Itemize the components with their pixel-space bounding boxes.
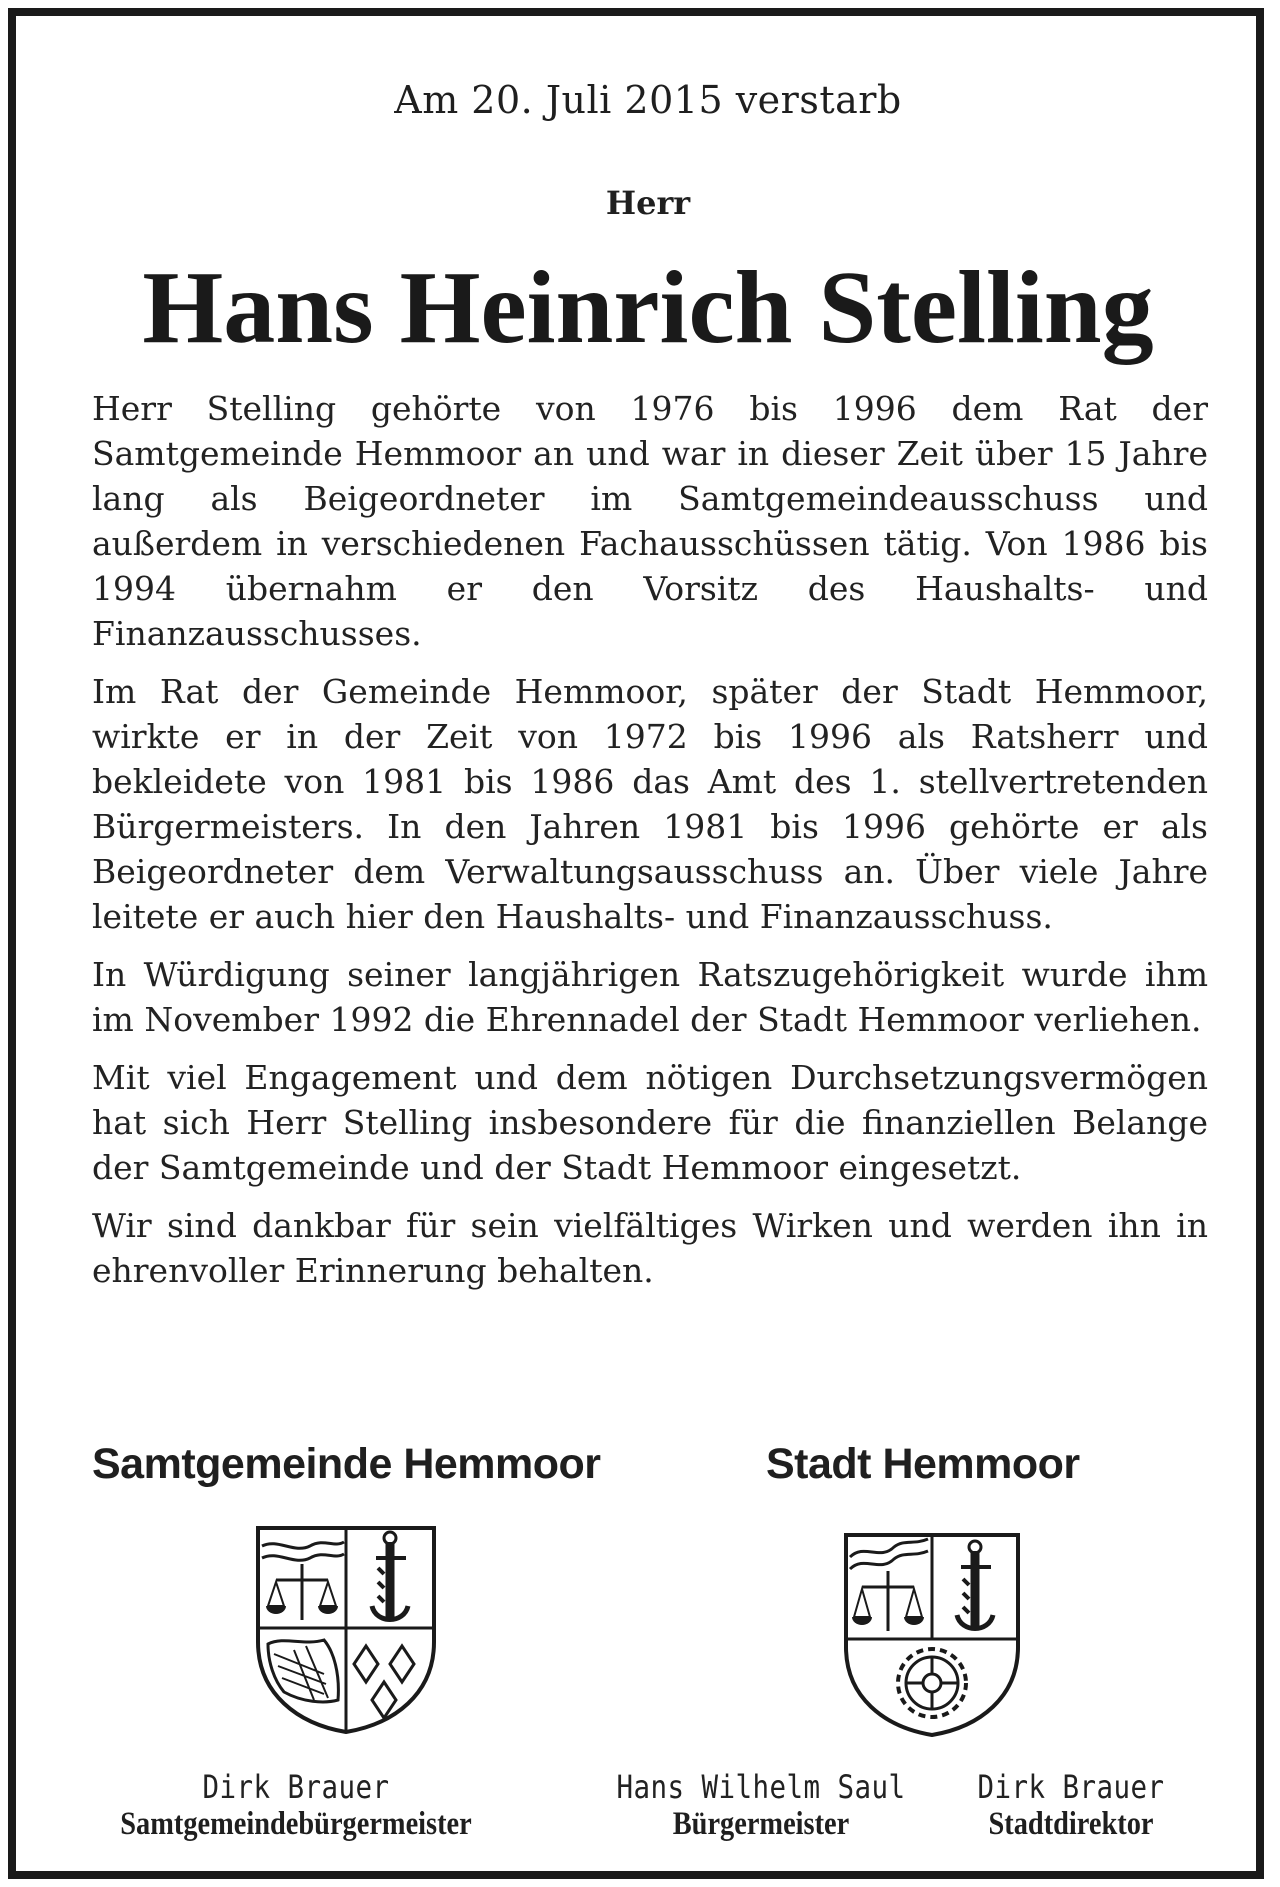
signatory-title: Samtgemeindebürgermeister	[120, 1806, 472, 1842]
signatory-name: Dirk Brauer	[202, 1768, 390, 1806]
coat-of-arms-samtgemeinde-icon	[254, 1524, 438, 1736]
org-name-stadt: Stadt Hemmoor	[766, 1440, 1080, 1488]
signatory-name: Dirk Brauer	[977, 1768, 1165, 1806]
paragraph: Im Rat der Gemeinde Hemmoor, später der Stadt Hemmoor, wirkte er in der Zeit von 1972 bis 1996 als Ratsherr und bekleidete von 1981 bis 1986 das Amt des 1. stellvertretenden Bürgermeisters. In den Jahren 1981 bis 1996 gehörte er als Beigeordneter dem Verwaltungsausschuss an. Über viele Jahre leitete er auch hier den Haushalts- und Finanzausschuss.	[92, 672, 1208, 936]
paragraph: Mit viel Engagement und dem nötigen Durchsetzungsvermögen hat sich Herr Stelling insbesondere für die finanziellen Belange der Samtgemeinde und der Stadt Hemmoor eingesetzt.	[92, 1058, 1208, 1187]
obituary-notice	[8, 8, 1264, 1879]
paragraph: Wir sind dankbar für sein vielfältiges Wirken und werden ihn in ehrenvoller Erinnerung behalten.	[92, 1206, 1208, 1290]
org-name-samtgemeinde: Samtgemeinde Hemmoor	[92, 1440, 601, 1488]
obituary-body	[92, 386, 1208, 1306]
paragraph: In Würdigung seiner langjährigen Ratszugehörigkeit wurde ihm im November 1992 die Ehrennadel der Stadt Hemmoor verliehen.	[92, 955, 1208, 1039]
signatory-title: Stadtdirektor	[988, 1806, 1154, 1842]
signatory-name: Hans Wilhelm Saul	[616, 1768, 906, 1806]
deceased-name: Hans Heinrich Stelling	[142, 250, 1154, 365]
signatory-title: Bürgermeister	[672, 1806, 850, 1842]
paragraph: Herr Stelling gehörte von 1976 bis 1996 dem Rat der Samtgemeinde Hemmoor an und war in dieser Zeit über 15 Jahre lang als Beigeordneter im Samtgemeindeausschuss und außerdem in verschiedenen Fachausschüssen tätig. Von 1986 bis 1994 übernahm er den Vorsitz des Haushalts- und Finanzausschusses.	[92, 389, 1208, 653]
coat-of-arms-stadt-icon	[842, 1531, 1022, 1739]
salutation: Herr	[605, 184, 691, 222]
intro-line: Am 20. Juli 2015 verstarb	[394, 78, 902, 122]
